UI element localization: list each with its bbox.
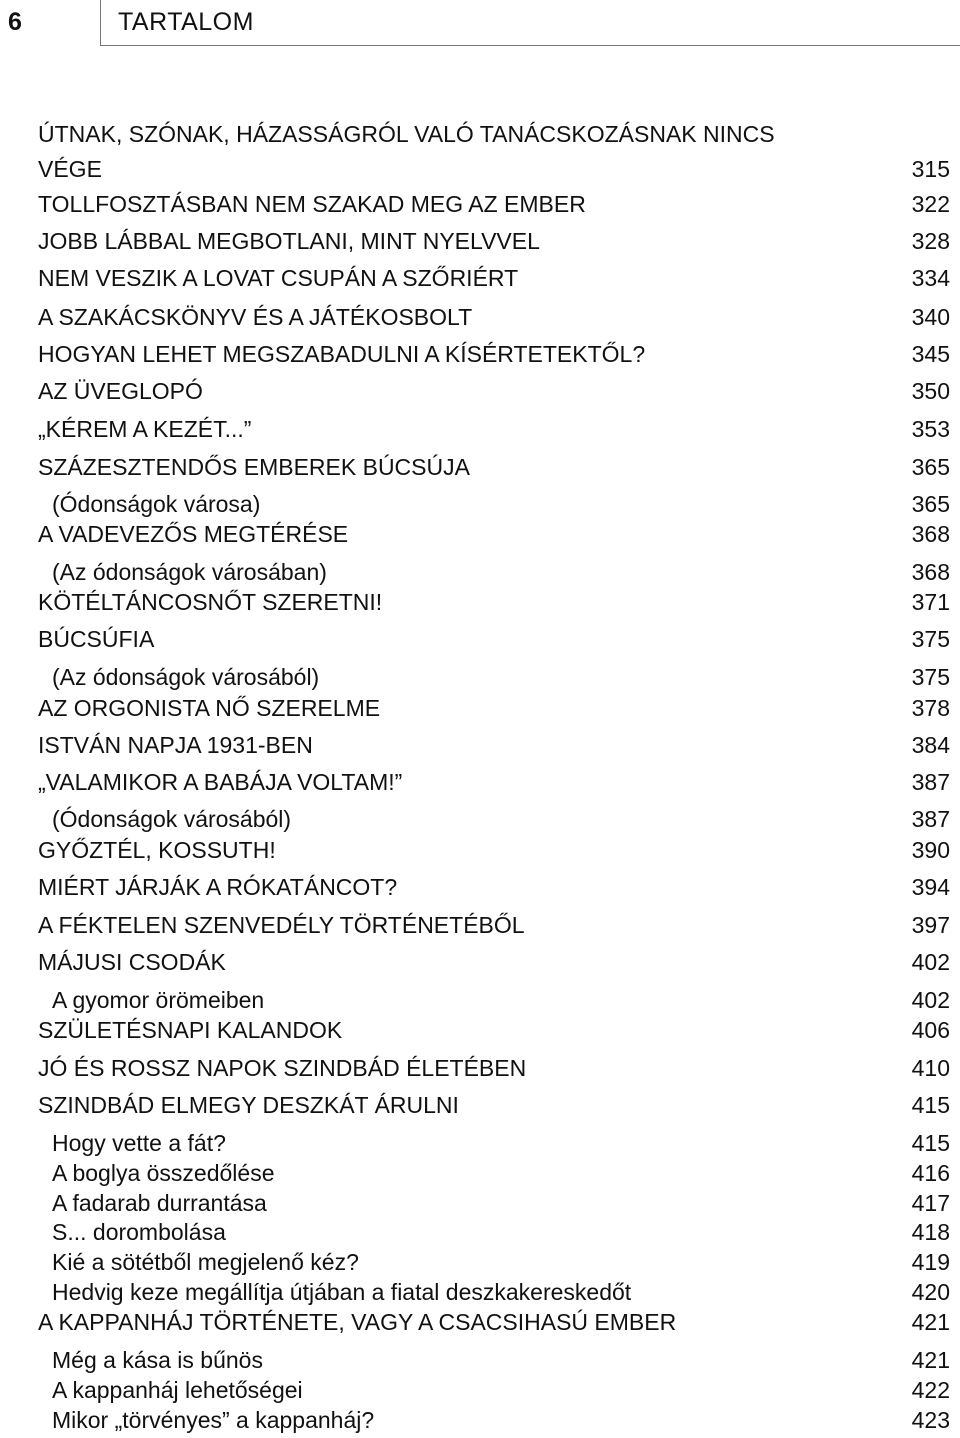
toc-entry-page: 416: [911, 1160, 950, 1186]
toc-entry-label: A VADEVEZŐS MEGTÉRÉSE: [38, 521, 349, 547]
toc-entry-label: HOGYAN LEHET MEGSZABADULNI A KÍSÉRTETEKTŐL?: [38, 341, 646, 367]
toc-entry: [38, 1158, 950, 1188]
toc-entry-label: „VALAMIKOR A BABÁJA VOLTAM!”: [38, 769, 403, 795]
toc-entry: [38, 730, 950, 760]
toc-entry: [38, 1053, 950, 1083]
toc-entry-page: 387: [911, 806, 950, 832]
toc-entry: [38, 835, 950, 865]
toc-entry-page: 421: [911, 1347, 950, 1373]
toc-entry-page: 353: [911, 416, 950, 442]
toc-entry: [38, 1188, 950, 1218]
toc-entry-label: (Ódonságok városából): [52, 806, 292, 832]
toc-entry: [38, 339, 950, 369]
toc-entry-label: A SZAKÁCSKÖNYV ÉS A JÁTÉKOSBOLT: [38, 304, 473, 330]
toc-entry-label: JOBB LÁBBAL MEGBOTLANI, MINT NYELVVEL: [38, 228, 540, 254]
toc-entry-label: A FÉKTELEN SZENVEDÉLY TÖRTÉNETÉBŐL: [38, 912, 525, 938]
toc-entry-label: SZINDBÁD ELMEGY DESZKÁT ÁRULNI: [38, 1092, 459, 1118]
toc-entry: [38, 624, 950, 654]
toc-entry-page: 340: [911, 304, 950, 330]
toc-entry-page: 350: [911, 378, 950, 404]
toc-entry-page: 402: [911, 949, 950, 975]
toc-entry: [38, 226, 950, 256]
toc-entry-label: Hedvig keze megállítja útjában a fiatal deszkakereskedőt: [52, 1279, 632, 1305]
toc-entry-label: A boglya összedőlése: [52, 1160, 275, 1186]
toc-entry: [38, 662, 950, 692]
toc-entry-label: (Ódonságok városa): [52, 491, 261, 517]
toc-entry-page: 394: [911, 874, 950, 900]
toc-entry-page: 410: [911, 1055, 950, 1081]
toc-entry-label: Kié a sötétből megjelenő kéz?: [52, 1249, 359, 1275]
toc-entry-label: A fadarab durrantása: [52, 1190, 267, 1216]
toc-entry-page: 417: [911, 1190, 950, 1216]
toc-entry-label: A KAPPANHÁJ TÖRTÉNETE, VAGY A CSACSIHASÚ EMBER: [38, 1309, 677, 1335]
toc-entry-label: S... dorombolása: [52, 1219, 226, 1245]
toc-entry: [38, 452, 950, 482]
toc-entry-page: 322: [911, 191, 950, 217]
toc-entry-page: 368: [911, 559, 950, 585]
toc-entry-label: AZ ORGONISTA NŐ SZERELME: [38, 695, 381, 721]
toc-entry-label: „KÉREM A KEZÉT...”: [38, 416, 252, 442]
toc-entry: [38, 189, 950, 219]
toc-entry-page: 334: [911, 265, 950, 291]
toc-entry: [38, 1015, 950, 1045]
toc-entry-label: AZ ÜVEGLOPÓ: [38, 378, 203, 404]
toc-entry: [38, 1217, 950, 1247]
toc-entry: [38, 1277, 950, 1307]
toc-entry-label: Mikor „törvényes” a kappanháj?: [52, 1407, 375, 1433]
toc-entry-page: 328: [911, 228, 950, 254]
toc-entry-page: 423: [911, 1407, 950, 1433]
toc-entry-label: TOLLFOSZTÁSBAN NEM SZAKAD MEG AZ EMBER: [38, 191, 586, 217]
toc-entry-label: Hogy vette a fát?: [52, 1130, 226, 1156]
toc-entry: [38, 804, 950, 834]
toc-entry: [38, 872, 950, 902]
toc-entry-label: SZÜLETÉSNAPI KALANDOK: [38, 1017, 343, 1043]
toc-entry-page: 421: [911, 1309, 950, 1335]
toc-entry-page: 368: [911, 521, 950, 547]
toc-entry: [38, 1405, 950, 1435]
page-number: 6: [8, 8, 22, 36]
toc-entry: [38, 693, 950, 723]
toc-entry: [38, 1307, 950, 1337]
table-of-contents: [38, 0, 950, 1438]
toc-entry-page: 390: [911, 837, 950, 863]
toc-entry-page: 365: [911, 454, 950, 480]
toc-entry: [38, 489, 950, 519]
toc-entry: [38, 1128, 950, 1158]
toc-entry-page: 415: [911, 1130, 950, 1156]
toc-entry-label: NEM VESZIK A LOVAT CSUPÁN A SZŐRIÉRT: [38, 265, 519, 291]
toc-entry: [38, 985, 950, 1015]
toc-entry-page: 345: [911, 341, 950, 367]
toc-entry-page: 397: [911, 912, 950, 938]
toc-entry: [38, 519, 950, 549]
toc-entry-label: VÉGE: [38, 156, 102, 182]
toc-entry: [38, 302, 950, 332]
toc-entry-page: 418: [911, 1219, 950, 1245]
toc-entry-label: (Az ódonságok városából): [52, 664, 320, 690]
toc-entry-label: Még a kása is bűnös: [52, 1347, 263, 1373]
toc-entry-page: 419: [911, 1249, 950, 1275]
toc-entry: [38, 263, 950, 293]
toc-entry-label: A gyomor örömeiben: [52, 987, 265, 1013]
page-title: TARTALOM: [118, 8, 254, 36]
toc-entry-label: A kappanháj lehetőségei: [52, 1377, 303, 1403]
toc-entry: [38, 154, 950, 184]
toc-entry-page: 422: [911, 1377, 950, 1403]
toc-entry-page: 365: [911, 491, 950, 517]
toc-entry-page: 387: [911, 769, 950, 795]
toc-entry-label: GYŐZTÉL, KOSSUTH!: [38, 837, 276, 863]
toc-entry-label: JÓ ÉS ROSSZ NAPOK SZINDBÁD ÉLETÉBEN: [38, 1055, 527, 1081]
toc-entry: [38, 1090, 950, 1120]
toc-entry: [38, 1375, 950, 1405]
toc-entry: [38, 587, 950, 617]
toc-entry-page: 384: [911, 732, 950, 758]
toc-entry-page: 415: [911, 1092, 950, 1118]
toc-entry-label: BÚCSÚFIA: [38, 626, 155, 652]
toc-entry-page: 375: [911, 664, 950, 690]
toc-entry-label: MÁJUSI CSODÁK: [38, 949, 226, 975]
toc-entry: [38, 1247, 950, 1277]
toc-entry: [38, 767, 950, 797]
toc-entry-page: 420: [911, 1279, 950, 1305]
toc-entry-label: SZÁZESZTENDŐS EMBEREK BÚCSÚJA: [38, 454, 470, 480]
toc-entry-page: 371: [911, 589, 950, 615]
toc-entry-line1: ÚTNAK, SZÓNAK, HÁZASSÁGRÓL VALÓ TANÁCSKOZÁSNAK NINCS: [38, 121, 775, 147]
toc-entry: [38, 414, 950, 444]
toc-entry-page: 378: [911, 695, 950, 721]
toc-entry-page: 375: [911, 626, 950, 652]
toc-entry: [38, 910, 950, 940]
toc-entry-page: 402: [911, 987, 950, 1013]
toc-entry-label: (Az ódonságok városában): [52, 559, 327, 585]
toc-entry: [38, 947, 950, 977]
toc-entry-page: 406: [911, 1017, 950, 1043]
toc-entry-page: 315: [911, 156, 950, 182]
toc-entry: [38, 557, 950, 587]
toc-entry: [38, 376, 950, 406]
toc-entry-label: KÖTÉLTÁNCOSNŐT SZERETNI!: [38, 589, 383, 615]
toc-entry: [38, 1345, 950, 1375]
toc-entry-label: ISTVÁN NAPJA 1931-BEN: [38, 732, 313, 758]
toc-entry-label: MIÉRT JÁRJÁK A RÓKATÁNCOT?: [38, 874, 398, 900]
